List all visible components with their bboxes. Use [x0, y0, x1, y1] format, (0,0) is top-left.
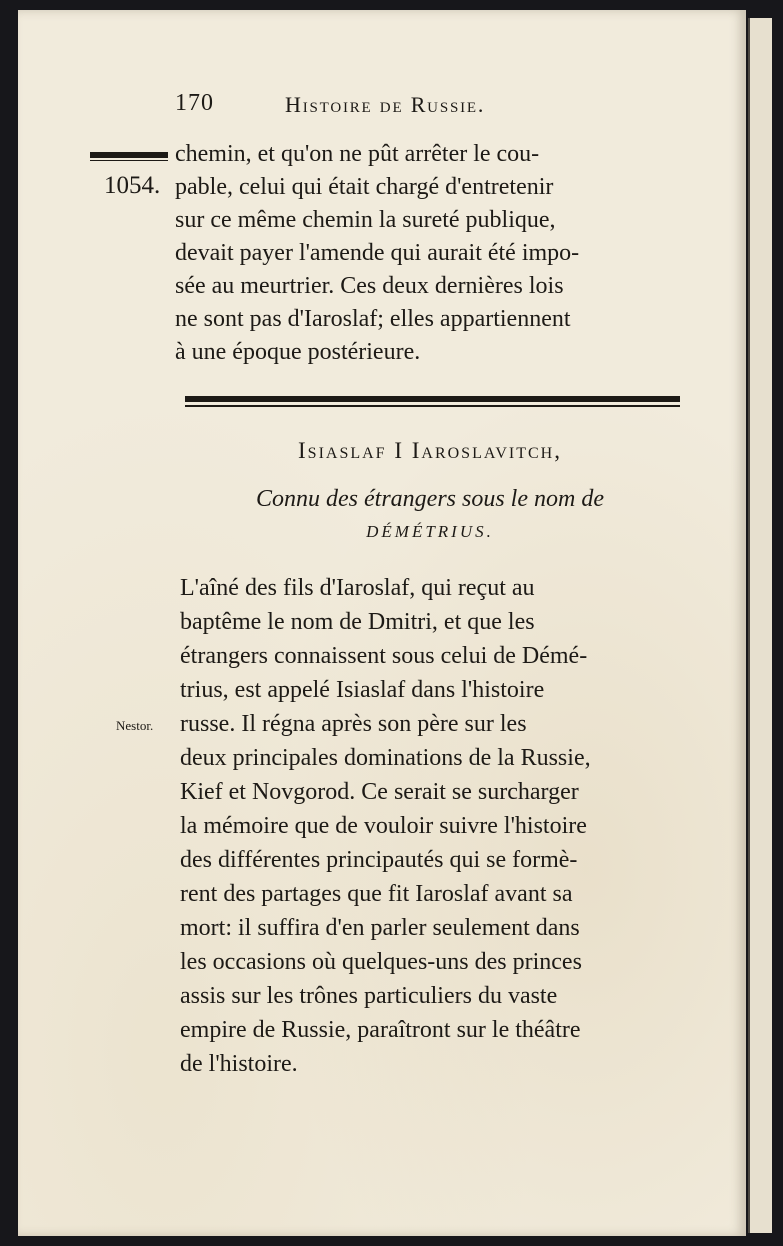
- running-head: [175, 90, 575, 122]
- paragraph-line: deux principales dominations de la Russie,: [180, 745, 591, 771]
- section-divider: [185, 396, 680, 410]
- paragraph-line: étrangers connaissent sous celui de Démé-: [180, 643, 588, 669]
- paragraph-line: trius, est appelé Isiaslaf dans l'histoire: [180, 677, 545, 703]
- paragraph-line: baptême le nom de Dmitri, et que les: [180, 609, 535, 635]
- paragraph-2: [180, 575, 685, 1075]
- margin-year: 1054.: [104, 172, 161, 199]
- paragraph-line: à une époque postérieure.: [175, 339, 421, 365]
- divider-thick-rule: [185, 396, 680, 402]
- page-number: 170: [175, 90, 214, 116]
- running-head-title: Histoire de Russie.: [285, 92, 486, 117]
- paragraph-line: les occasions où quelques-uns des princes: [180, 949, 582, 975]
- paragraph-line: sur ce même chemin la sureté publique,: [175, 207, 556, 233]
- chapter-subtitle: Connu des étrangers sous le nom de: [256, 486, 604, 512]
- paragraph-line: russe. Il régna après son père sur les: [180, 711, 527, 737]
- paragraph-line: chemin, et qu'on ne pût arrêter le cou-: [175, 141, 540, 167]
- chapter-title: Isiaslaf I Iaroslavitch,: [298, 438, 562, 463]
- paragraph-line: pable, celui qui était chargé d'entretenir: [175, 174, 554, 200]
- margin-rule: [90, 152, 168, 158]
- paragraph-line: Kief et Novgorod. Ce serait se surcharger: [180, 779, 579, 805]
- paragraph-line: sée au meurtrier. Ces deux dernières lois: [175, 273, 564, 299]
- paragraph-line: ne sont pas d'Iaroslaf; elles appartiennent: [175, 306, 571, 332]
- paragraph-line: de l'histoire.: [180, 1051, 298, 1077]
- divider-thin-rule: [185, 405, 680, 407]
- next-page-edge: [748, 18, 772, 1233]
- paragraph-line: la mémoire que de vouloir suivre l'histoire: [180, 813, 587, 839]
- paragraph-line: mort: il suffira d'en parler seulement dans: [180, 915, 580, 941]
- paragraph-line: assis sur les trônes particuliers du vaste: [180, 983, 558, 1009]
- paragraph-line: empire de Russie, paraîtront sur le théâtre: [180, 1017, 581, 1043]
- chapter-subtitle-name: DÉMÉTRIUS.: [366, 522, 494, 541]
- paragraph-line: devait payer l'amende qui aurait été impo-: [175, 240, 580, 266]
- margin-source-note: Nestor.: [116, 718, 154, 733]
- paragraph-line: rent des partages que fit Iaroslaf avant sa: [180, 881, 573, 907]
- paragraph-line: L'aîné des fils d'Iaroslaf, qui reçut au: [180, 575, 535, 601]
- paragraph-line: des différentes principautés qui se formè-: [180, 847, 578, 873]
- paragraph-1: [175, 141, 685, 381]
